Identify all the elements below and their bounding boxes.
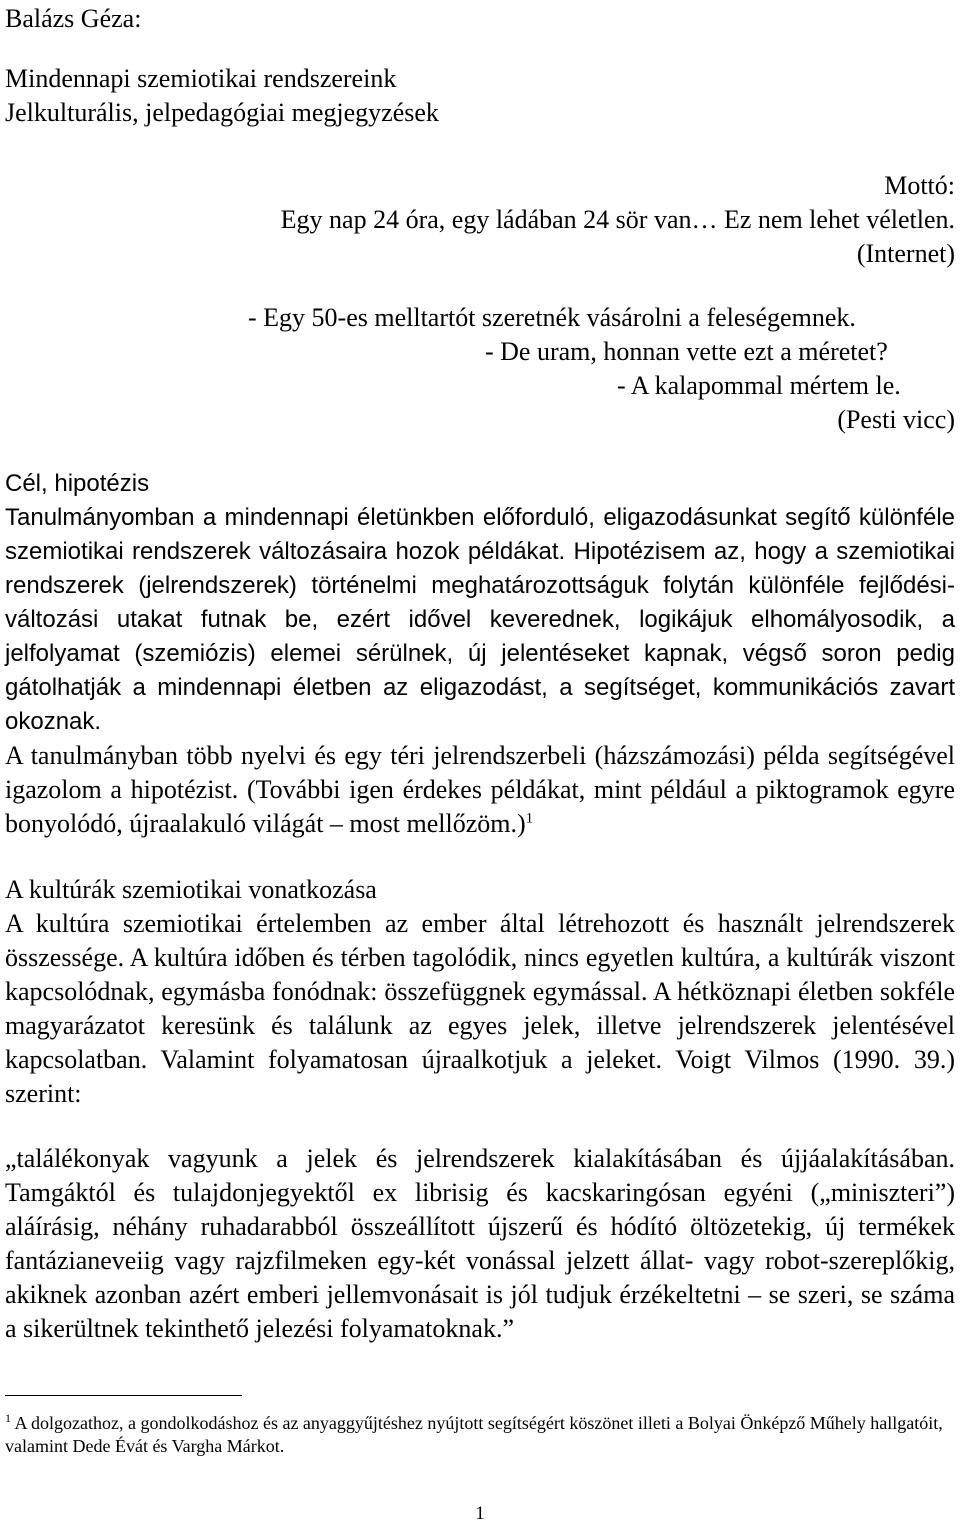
dialog-line: - De uram, honnan vette ezt a méretet? xyxy=(485,337,888,366)
footnote xyxy=(5,1412,955,1458)
dialog-line: - Egy 50-es melltartót szeretnék vásárolni a feleségemnek. xyxy=(248,303,856,332)
motto-label: Mottó: xyxy=(884,171,955,200)
paragraph xyxy=(5,739,955,841)
quotation: „találékonyak vagyunk a jelek és jelrendszerek kialakításában és újjáalakításában. Tamgáktól és tulajdonjegyektől ex librisig és kacskaringósan egyéni („miniszteri”) aláírásig, néhány ruhadarabból összeállított újszerű és hódító öltözetekig, új termékek fantázianeveiig vagy rajzfilmeken egy-két vonással jelzett állat- vagy robot-szereplőkig, akiknek azonban azért emberi jellemvonásait is jól tudjuk érzékeltetni – se szeri, se száma a sikerültnek tekinthető jelezési folyamatoknak.” xyxy=(5,1144,955,1343)
author-name: Balázs Géza: xyxy=(5,4,142,33)
motto-text: Egy nap 24 óra, egy ládában 24 sör van… Ez nem lehet véletlen. xyxy=(280,205,955,234)
footnote-text: A dolgozathoz, a gondolkodáshoz és az anyaggyűjtéshez nyújtott segítségért köszönet illeti a Bolyai Önképző Műhely hallgatóit, valamint Dede Évát és Vargha Márkot. xyxy=(5,1413,943,1456)
dialog-source: (Pesti vicc) xyxy=(837,405,955,434)
document-title: Mindennapi szemiotikai rendszereink xyxy=(5,64,397,93)
footnote-number: 1 xyxy=(5,1411,11,1425)
paragraph: A kultúra szemiotikai értelemben az ember által létrehozott és használt jelrendszerek összessége. A kultúra időben és térben tagolódik, nincs egyetlen kultúra, a kultúrák viszont kapcsolódnak, egymásba fonódnak: összefüggnek egymással. A hétköznapi életben sokféle magyarázatot keresünk és találunk az egyes jelek, illetve jelrendszerek jelentésével kapcsolatban. Valamint folyamatosan újraalkotjuk a jeleket. Voigt Vilmos (1990. 39.) szerint: xyxy=(5,909,955,1108)
document-subtitle: Jelkulturális, jelpedagógiai megjegyzések xyxy=(5,98,439,127)
section-heading: A kultúrák szemiotikai vonatkozása xyxy=(5,875,377,904)
title-block xyxy=(5,62,955,130)
page-number: 1 xyxy=(475,1503,485,1524)
motto-source: (Internet) xyxy=(856,239,955,268)
section-cultures xyxy=(5,873,955,1346)
motto-block xyxy=(5,169,955,271)
footnote-reference: 1 xyxy=(525,810,534,827)
document-page xyxy=(5,0,955,1346)
section-goal-hypothesis xyxy=(5,467,955,841)
dialog-line: - A kalapommal mértem le. xyxy=(617,371,901,400)
section-heading: Cél, hipotézis xyxy=(5,470,150,497)
paragraph: Tanulmányomban a mindennapi életünkben előforduló, eligazodásunkat segítő különféle szemiotikai rendszerek változásaira hozok példákat. Hipotézisem az, hogy a szemiotikai rendszerek (jelrendszerek) történelmi meghatározottságuk folytán különféle fejlődési-változási utakat futnak be, ezért idővel keverednek, logikájuk elhomályosodik, a jelfolyamat (szemiózis) elemei sérülnek, új jelentéseket kapnak, végső soron pedig gátolhatják a mindennapi életben az eligazodást, a segítséget, kommunikációs zavart okoznak. xyxy=(5,504,955,735)
dialog-block xyxy=(5,301,955,437)
footnote-separator xyxy=(5,1395,242,1396)
paragraph-text: A tanulmányban több nyelvi és egy téri jelrendszerbeli (házszámozási) példa segítségével igazolom a hipotézist. (További igen érdekes példákat, mint például a piktogramok egyre bonyolódó, újraalakuló világát – most mellőzöm.) xyxy=(5,741,955,838)
